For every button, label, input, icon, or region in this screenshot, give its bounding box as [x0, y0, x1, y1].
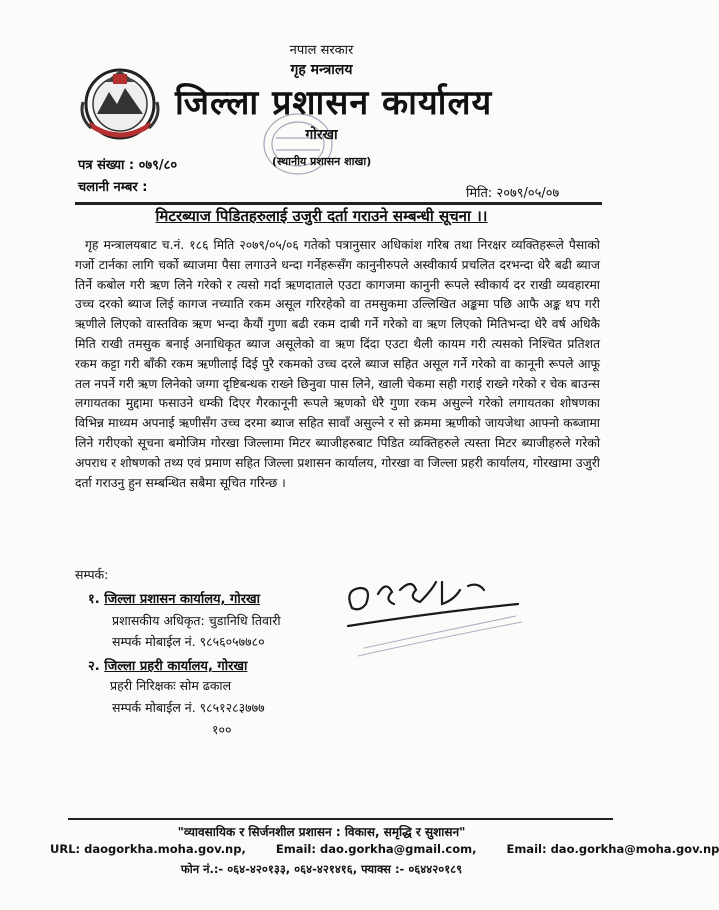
contact-1-phone: सम्पर्क मोबाईल नं. ९८५६०५७७८० — [112, 634, 265, 649]
contact-1-heading — [88, 589, 260, 607]
url-label: URL: — [50, 842, 81, 856]
office-stamp — [258, 92, 378, 196]
footer-phones: फोन नं.:- ०६४-४२०१३३, ०६४-४२१४१६, फ्याक्स :- ०६४४२०१८९ — [180, 862, 463, 876]
notice-body: गृह मन्त्रालयबाट च.नं. १८६ मिति २०७९/०५/०६ गतेको पत्रानुसार अधिकांश गरिब तथा निरक्षर व्यक्तिहरूले पैसाको गर्जो टार्नका लागि चर्को ब्याजमा पैसा लगाउने धन्दा गर्नेहरूसँग कानुनीरुपले अस्वीकार्य प्रचलित दरभन्दा धेरै बढी ब्याज तिर्ने कबोल गरी ऋण लिने गरेको र त्यसो गर्दा ऋणदाताले एउटा कागजमा कानुनी रूपले स्वीकार्य दर राखी व्यवहारमा उच्च दरको ब्याज लिई कागज नच्याति रकम असूल गरिरहेको वा तमसुकमा उल्लिखित अङ्कमा पछि आफै अङ्क थप गरी ऋणीले लिएको वास्तविक ऋण भन्दा कैयौं गुणा बढी रकम दाबी गर्ने गरेको वा ऋण लिएको मितिभन्दा धेरै वर्ष अधिकै मिति राखी तमसुक बनाई अनाधिकृत ब्याज असूलेको वा ऋण दिंदा एउटा थैली कायम गरी त्यसको निश्चित प्रतिशत रकम कट्टा गरी बाँकी रकम ऋणीलाई दिई पुरै रकमको उच्च दरले ब्याज सहित असूल गर्ने गरेको वा कानूनी रूपले आफू तल नपर्ने गरी ऋण लिनेको जग्गा दृष्टिबन्धक राख्ने छिनुवा पास लिने, खाली चेकमा सही गराई राख्ने गरेको र चेक बाउन्स लगायतका मुद्दामा फसाउने धम्की दिएर गैरकानूनी रूपले ऋणको धेरै गुणा रकम असुल्ने गरेको लगायतका शोषणका विभिन्न माध्यम अपनाई ऋणीसँग उच्च दरमा ब्याज सहित सावाँ असुल्ने र सो क्रममा ऋणीको जायजेथा आफ्नो कब्जामा लिने गरीएको सूचना बमोजिम गोरखा जिल्लामा मिटर ब्याजीहरुबाट पिडित व्यक्तिहरुले त्यस्ता मिटर ब्याजीहरुले गरेको अपराध र शोषणको तथ्य एवं प्रमाण सहित जिल्ला प्रशासन कार्यालय, गोरखा वा जिल्ला प्रहरी कार्यालय, गोरखामा उजुरी दर्ता गराउनु हुन सम्बन्धित सबैमा सूचित गरिन्छ । — [75, 238, 600, 490]
office-title: जिल्ला प्रशासन कार्यालय — [175, 83, 493, 123]
contact-1-number: १. — [88, 592, 100, 607]
footer-motto: "व्यावसायिक र सिर्जनशील प्रशासन : विकास, समृद्धि र सुशासन" — [177, 825, 466, 839]
email-2: dao.gorkha@moha.gov.np — [550, 842, 719, 856]
branch-name: (स्थानीय प्रशासन शाखा) — [272, 155, 372, 168]
email-label-1: Email: — [275, 842, 316, 856]
contact-2-phone: सम्पर्क मोबाईल नं. ९८५१२८३७७७ — [112, 700, 265, 715]
email-label-2: Email: — [506, 842, 547, 856]
contact-1-office: जिल्ला प्रशासन कार्यालय, गोरखा — [104, 592, 261, 607]
contact-1-officer: प्रशासकीय अधिकृत: चुडानिधि तिवारी — [112, 613, 281, 628]
footer-divider — [68, 818, 613, 820]
government-name: नपाल सरकार — [289, 43, 354, 58]
email-1: dao.gorkha@gmail.com, — [319, 842, 477, 856]
page-number: १०० — [212, 722, 232, 737]
notice-subject: मिटरब्याज पिडितहरुलाई उजुरी दर्ता गराउने सम्बन्धी सूचना ।। — [155, 207, 488, 225]
contact-2-officer: प्रहरी निरिक्षकः सोम ढकाल — [110, 678, 232, 693]
handwritten-signature — [338, 560, 528, 664]
ministry-name: गृह मन्त्रालय — [290, 62, 353, 78]
contact-2-number: २. — [88, 659, 100, 674]
contact-label: सम्पर्क: — [75, 567, 109, 582]
contact-2-heading — [88, 656, 247, 674]
contact-2-office: जिल्ला प्रहरी कार्यालय, गोरखा — [104, 659, 248, 674]
website-url: daogorkha.moha.gov.np, — [84, 842, 246, 856]
district-name: गोरखा — [305, 127, 338, 143]
header-divider — [75, 202, 602, 205]
dispatch-number: चलानी नम्बर : — [78, 180, 148, 195]
footer-contacts — [50, 842, 719, 856]
reference-number: पत्र संख्या : ०७९/८० — [78, 158, 178, 173]
document-date: मिति: २०७९/०५/०७ — [466, 186, 560, 201]
